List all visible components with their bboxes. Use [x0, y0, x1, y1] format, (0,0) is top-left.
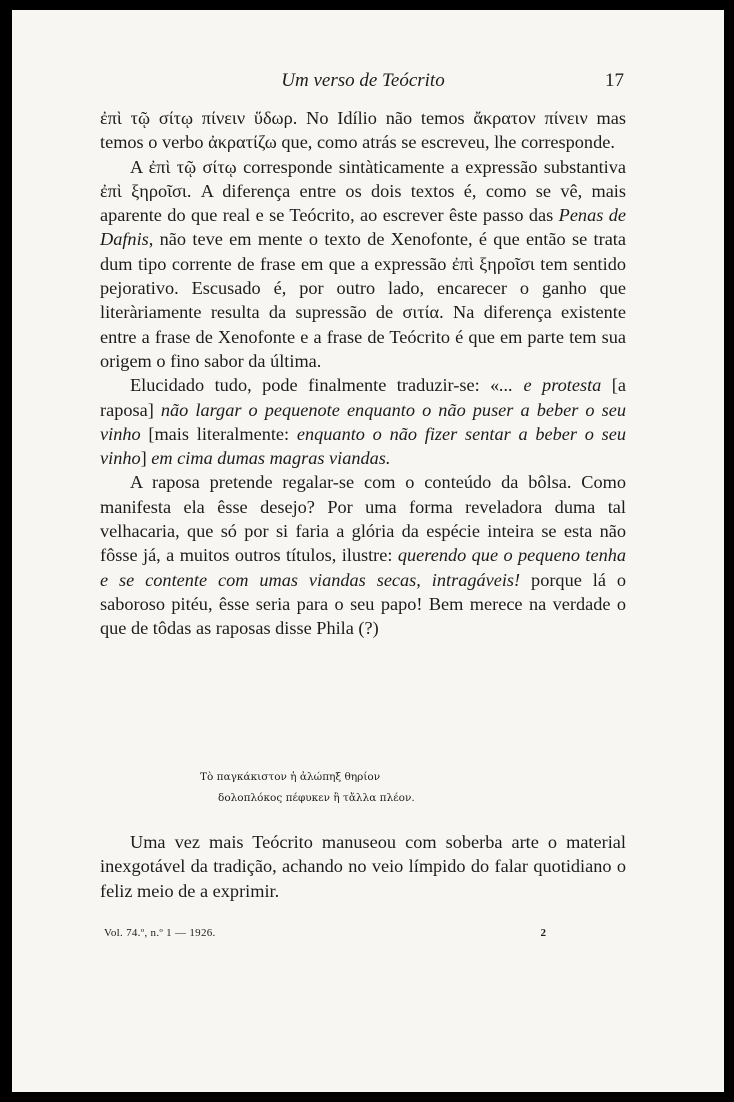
p4-tail: porque lá o saboroso pitéu, êsse seria para o seu papo! Bem merece na verdade o que de tôdas as raposas disse Phila (?) — [100, 569, 626, 639]
paragraph-2-tail: , não teve em mente o texto de Xenofonte, é que então se trata dum tipo corrente de frase em que a expressão ἐπὶ ξηροῖσι tem sentido pejorativo. Escusado é, por outro lado, encarecer o ganho que literàriamente resulta da supressão de σιτία. Na diferença existente entre a frase de Xenofonte e a frase de Teócrito é que em parte tem sua origem o fino sabor da última. — [100, 229, 626, 371]
p3-ending: em cima dumas magras viandas. — [151, 448, 391, 469]
closing-text: Uma vez mais Teócrito manuseou com soberba arte o material inexgotável da tradição, achando no veio límpido do falar quotidiano o feliz meio de a exprimir. — [100, 832, 626, 901]
p3-quote-start: ... e protesta — [499, 375, 602, 396]
page-footer — [104, 927, 626, 943]
greek-quotation — [100, 767, 626, 809]
p3-literal: enquanto o não fizer sentar a beber o seu vinho — [100, 423, 626, 469]
paragraph-1 — [100, 106, 626, 155]
greek-phrase: ἐπὶ τῷ σίτῳ πίνειν ὕδωρ. — [100, 108, 298, 128]
paragraph-2 — [100, 155, 626, 374]
page — [12, 10, 724, 1092]
volume-info: Vol. 74.º, n.º 1 — 1926. — [104, 927, 216, 939]
running-header — [100, 70, 626, 100]
p3-intro: Elucidado tudo, pode finalmente traduzir-se: « — [130, 375, 500, 396]
p3-translation: não largar o pequenote enquanto o não puser a beber o seu vinho — [100, 399, 626, 444]
work-title: Penas de Dafnis — [100, 205, 626, 250]
closing-paragraph — [100, 830, 626, 903]
p3-close-bracket: ] — [140, 448, 152, 469]
paragraph-4 — [100, 470, 626, 640]
quote-line-1: Τὸ παγκάκιστον ἡ ἀλώπηξ θηρίον — [200, 771, 381, 783]
page-number: 17 — [605, 70, 624, 91]
p4-text: A raposa pretende regalar-se com o conteúdo da bôlsa. Como manifesta ela êsse desejo? Por uma forma reveladora duma tal velhacaria, que só por si faria a glória da espécie inteira se esta não fôsse já, a muitos outros títulos, ilustre: — [100, 472, 626, 566]
signature-mark: 2 — [540, 927, 546, 939]
p3-bracket: [a raposa] — [100, 375, 626, 420]
running-title: Um verso de Teócrito — [281, 70, 445, 91]
paragraph-1-rest: No Idílio não temos ἄκρατον πίνειν mas temos o verbo ἀκρατίζω que, como atrás se escreveu, lhe corresponde. — [100, 108, 626, 153]
body-text — [100, 106, 626, 641]
paragraph-3 — [100, 373, 626, 470]
quote-line-2: δολοπλόκος πέφυκεν ἢ τἄλλα πλέον. — [218, 792, 415, 804]
p3-literal-label: [mais literalmente: — [140, 423, 297, 444]
p4-italic: querendo que o pequeno tenha e se contente com umas viandas secas, intragáveis! — [100, 545, 626, 590]
paragraph-2-text: A ἐπὶ τῷ σίτῳ corresponde sintàticamente a expressão substantiva ἐπὶ ξηροῖσι. A diferença entre os dois textos é, como se vê, mais aparente do que real e se Teócrito, ao escrever êste passo das — [100, 156, 626, 226]
